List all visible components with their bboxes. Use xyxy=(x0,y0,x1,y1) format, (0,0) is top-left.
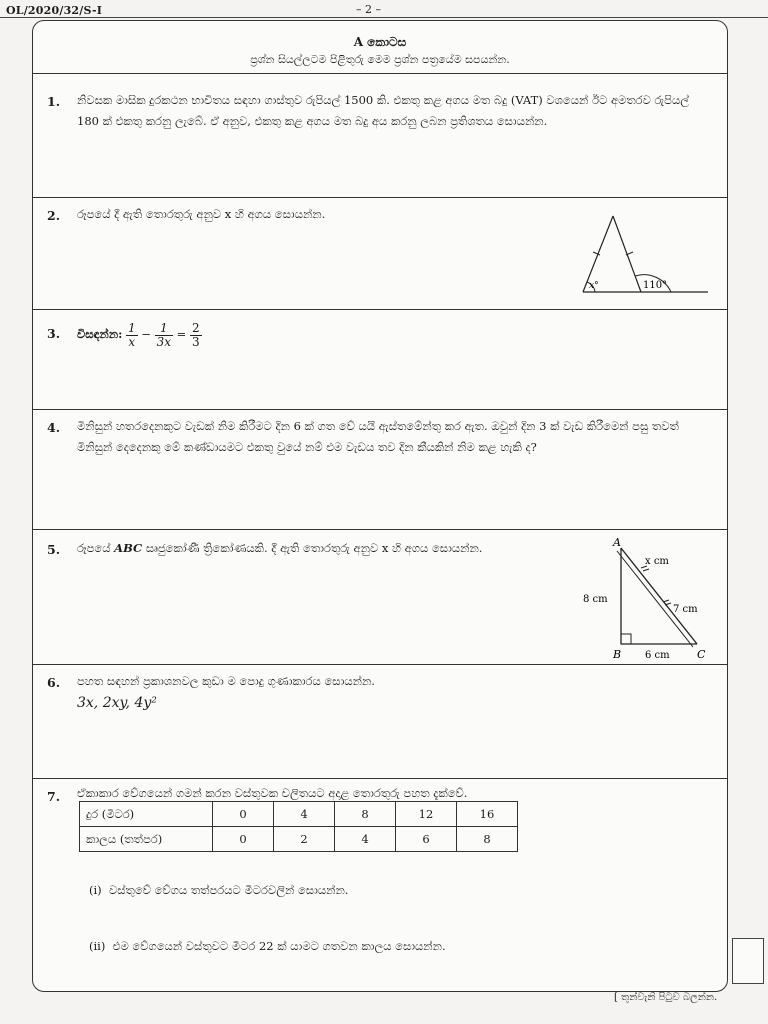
question-7 xyxy=(33,778,727,992)
part-instruction: ප්‍රශ්න සියල්ලටම පිළිතුරු මෙම ප්‍රශ්න පත්‍රයේම සපයන්න. xyxy=(250,53,510,66)
question-2 xyxy=(33,197,727,310)
equals-sign: = xyxy=(176,327,187,341)
part-title: A කොටස xyxy=(353,35,407,49)
minus-sign: − xyxy=(141,327,151,341)
table-cell: 8 xyxy=(335,802,396,827)
triangle-name: ABC xyxy=(114,541,143,555)
distance-time-table xyxy=(79,801,518,852)
side-ab-label: 8 cm xyxy=(583,594,608,605)
fraction-1-over-3x: $\frac{1}{3x}$ xyxy=(156,320,171,349)
table-cell: 0 xyxy=(213,827,274,852)
marks-box xyxy=(732,938,764,984)
question-1 xyxy=(33,73,727,198)
lcm-expressions: 3x, 2xy, 4y² xyxy=(77,695,157,711)
row-label: දුර (මීටර) xyxy=(80,802,213,827)
fraction-2-over-3: $\frac{2}{3}$ xyxy=(191,320,200,349)
table-cell: 2 xyxy=(274,827,335,852)
row-label: කාලය (තත්පර) xyxy=(80,827,213,852)
header-rule xyxy=(0,17,768,18)
table-cell: 16 xyxy=(457,802,518,827)
question-3 xyxy=(33,309,727,410)
paper-code: OL/2020/32/S-I xyxy=(6,4,103,17)
equation-line xyxy=(77,318,637,350)
question-text: පහත සඳහන් ප්‍රකාශනවල කුඩා ම පොදු ගුණාකාරය සොයන්න. xyxy=(77,674,375,688)
side-bc-label: 6 cm xyxy=(645,650,670,660)
table-cell: 0 xyxy=(213,802,274,827)
table-cell: 6 xyxy=(396,827,457,852)
question-text: මිනිසුන් හතරදෙනකුට වැඩක් නිම කිරීමට දින 6 ක් ගත වේ යයි ඇස්තමේන්තු කර ඇත. ඔවුන් දින 3 ක් වැඩ කිරීමෙන් පසු තවත් මිනිසුන් දෙදෙනකු මේ කණ්ඩායමට එකතු වුයේ නම් එම වැඩය තව දින කීයකින් නිම කළ හැකි ද? xyxy=(77,419,679,454)
question-text: නිවසක මාසික දුරකථන භාවිතය සඳහා ගාස්තුව රුපියල් 1500 කි. එකතු කළ අගය මත බදු (VAT) වශයෙන් ඊට අමතරව රුපියල් 180 ක් එකතු කරනු ලැබේ. ඒ අනුව, එකතු කළ අගය මත බදු අය කරනු ලබන ප්‍රතිශතය සොයන්න. xyxy=(77,93,689,128)
vertex-c-label: C xyxy=(697,648,706,660)
vertex-b-label: B xyxy=(613,648,622,660)
question-number: 7. xyxy=(47,789,61,804)
angle-x-label: x° xyxy=(589,281,599,291)
question-4 xyxy=(33,409,727,530)
side-x-cm-label: x cm xyxy=(645,556,669,567)
subquestion-ii: (ii) එම වේගයෙන් වස්තුවට මීටර 22 ක් යාමට ගතවන කාලය සොයන්න. xyxy=(89,939,446,953)
question-text: රූපයේ ABC සෘජුකෝණී ත්‍රිකෝණයකි. දී ඇති තොරතුරු අනුව x හි අගය සොයන්න. xyxy=(77,541,483,555)
subquestion-i: (i) වස්තුවේ වේගය තත්පරයට මීටරවලින් සොයන්න. xyxy=(89,883,349,897)
vertex-a-label: A xyxy=(613,536,621,549)
page-number: – 2 – xyxy=(356,3,381,16)
isosceles-triangle-figure xyxy=(573,210,713,300)
question-6 xyxy=(33,664,727,779)
table-row xyxy=(80,802,518,827)
table-cell: 4 xyxy=(335,827,396,852)
question-text: රූපයේ දී ඇති තොරතුරු අනුව x හි අගය සොයන්න. xyxy=(77,207,326,221)
table-cell: 8 xyxy=(457,827,518,852)
question-number: 1. xyxy=(47,94,61,109)
question-text: ඒකාකාර වේගයෙන් ගමන් කරන වස්තුවක චලිතයට අදාළ තොරතුරු පහත දැක්වේ. xyxy=(77,786,468,800)
part-header xyxy=(33,21,727,73)
side-7cm-label: 7 cm xyxy=(673,604,698,615)
question-5 xyxy=(33,529,727,665)
question-number: 6. xyxy=(47,675,61,690)
solve-prefix: විසඳන්න: xyxy=(77,327,123,341)
question-number: 4. xyxy=(47,420,61,435)
question-number: 5. xyxy=(47,542,61,557)
table-cell: 4 xyxy=(274,802,335,827)
table-cell: 12 xyxy=(396,802,457,827)
turn-page-note: [ තුන්වැනි පිටුව බලන්න. xyxy=(614,992,718,1003)
question-number: 3. xyxy=(47,326,61,341)
fraction-1-over-x: $\frac{1}{x}$ xyxy=(127,320,136,349)
question-number: 2. xyxy=(47,208,61,223)
right-triangle-abc-figure xyxy=(581,534,711,660)
table-row xyxy=(80,827,518,852)
question-frame xyxy=(32,20,728,992)
angle-110-label: 110° xyxy=(643,280,668,291)
